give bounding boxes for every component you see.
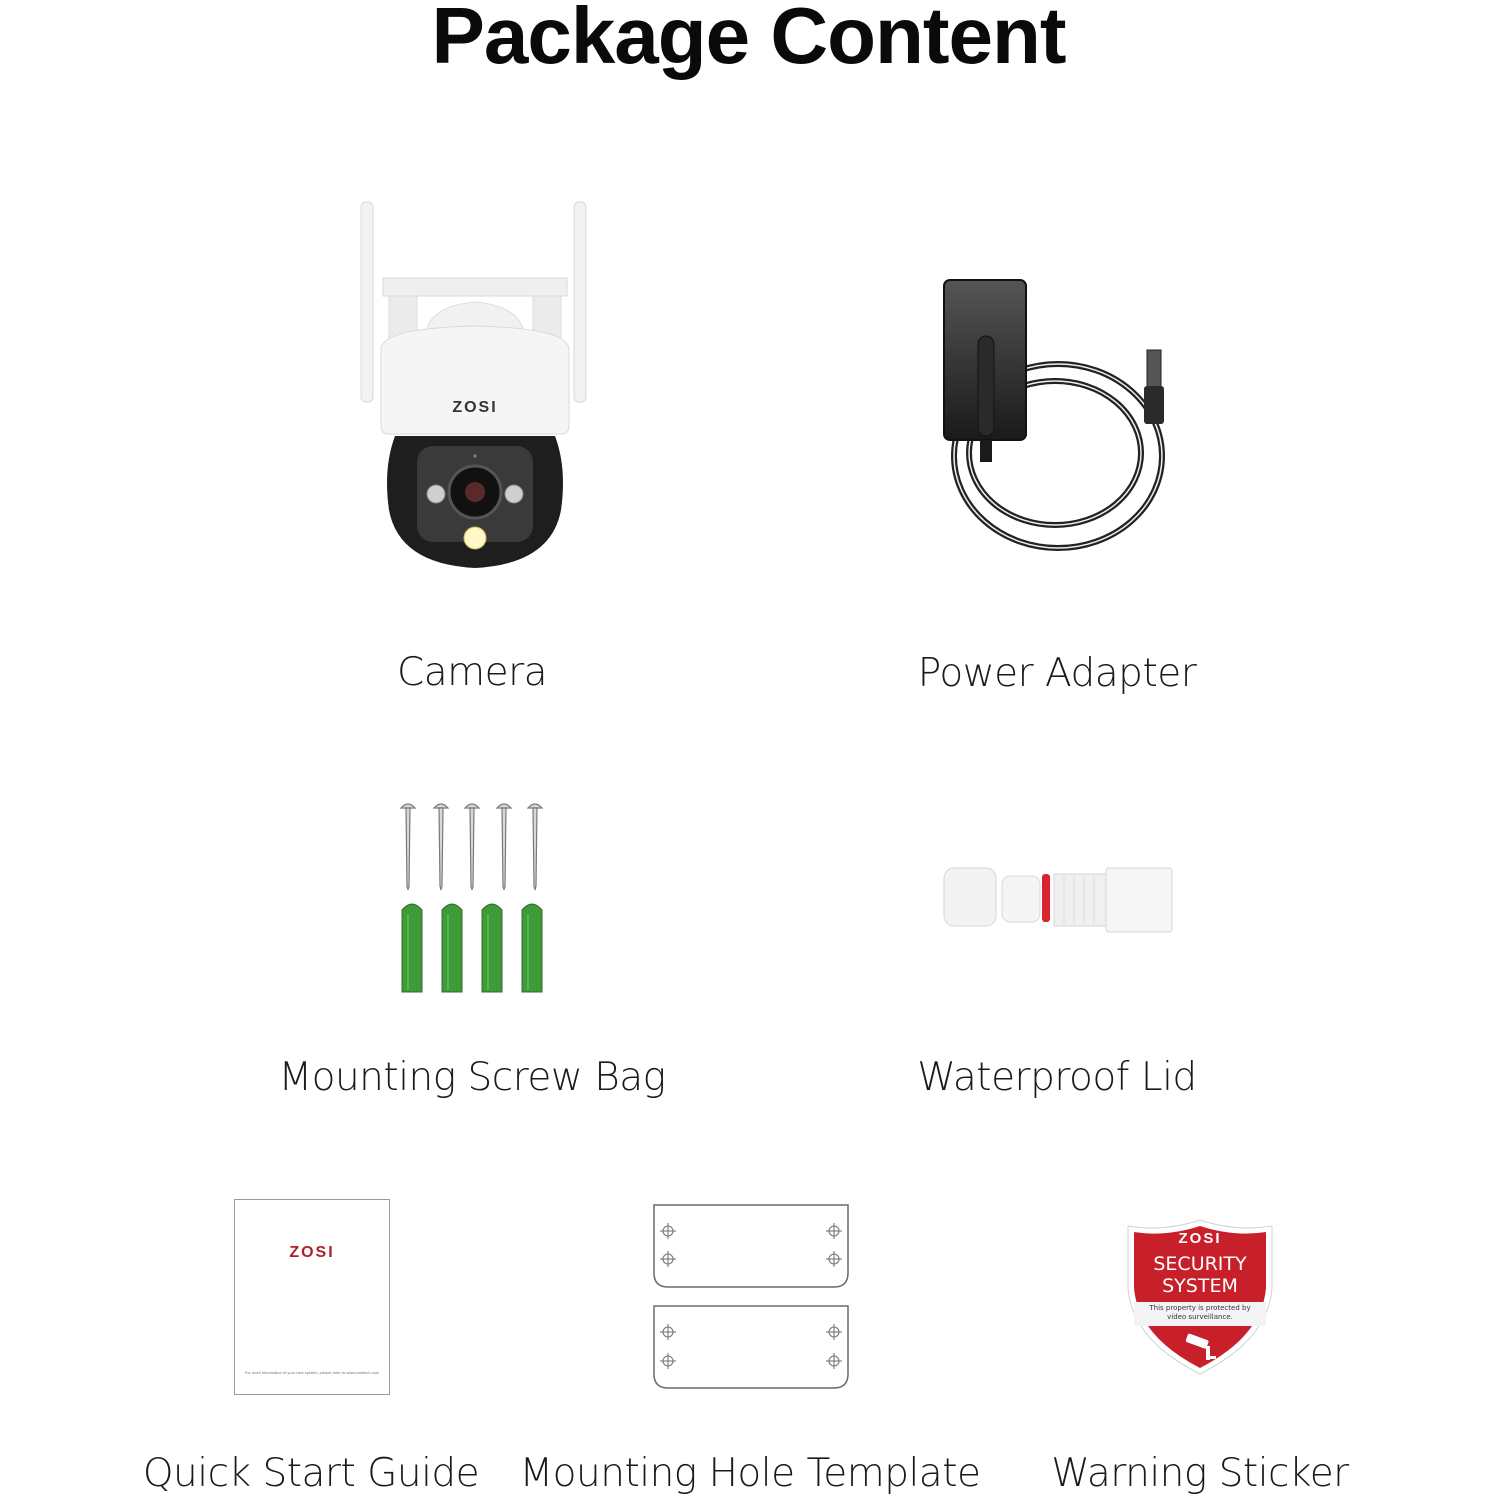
item-label: Warning Sticker — [1051, 1451, 1349, 1496]
camera-icon — [355, 198, 595, 576]
page-title: Package Content — [431, 0, 1066, 80]
guide-footer-text: For more information of your new system, please refer to www.zositech.com — [244, 1370, 380, 1375]
item-label: Power Adapter — [917, 651, 1197, 696]
sticker-notice: This property is protected by video surveillance. — [1149, 1304, 1251, 1321]
item-label: Mounting Screw Bag — [278, 1055, 666, 1100]
waterproof-lid-icon — [940, 862, 1176, 936]
item-label: Mounting Hole Template — [519, 1451, 981, 1496]
warning-sticker-icon — [1126, 1218, 1274, 1376]
item-label: Quick Start Guide — [142, 1451, 480, 1496]
template-icon — [652, 1203, 852, 1391]
item-label: Camera — [396, 650, 548, 695]
sticker-line2: SYSTEM — [1162, 1275, 1238, 1297]
guide-booklet-icon — [234, 1199, 390, 1395]
item-label: Waterproof Lid — [917, 1055, 1197, 1100]
power-adapter-icon — [940, 278, 1170, 558]
brand-logo: ZOSI — [289, 1244, 335, 1261]
svg-text:ZOSI: ZOSI — [452, 399, 498, 416]
sticker-line1: SECURITY — [1153, 1253, 1247, 1275]
sticker-brand: ZOSI — [1178, 1230, 1222, 1247]
screws-icon — [396, 802, 556, 994]
